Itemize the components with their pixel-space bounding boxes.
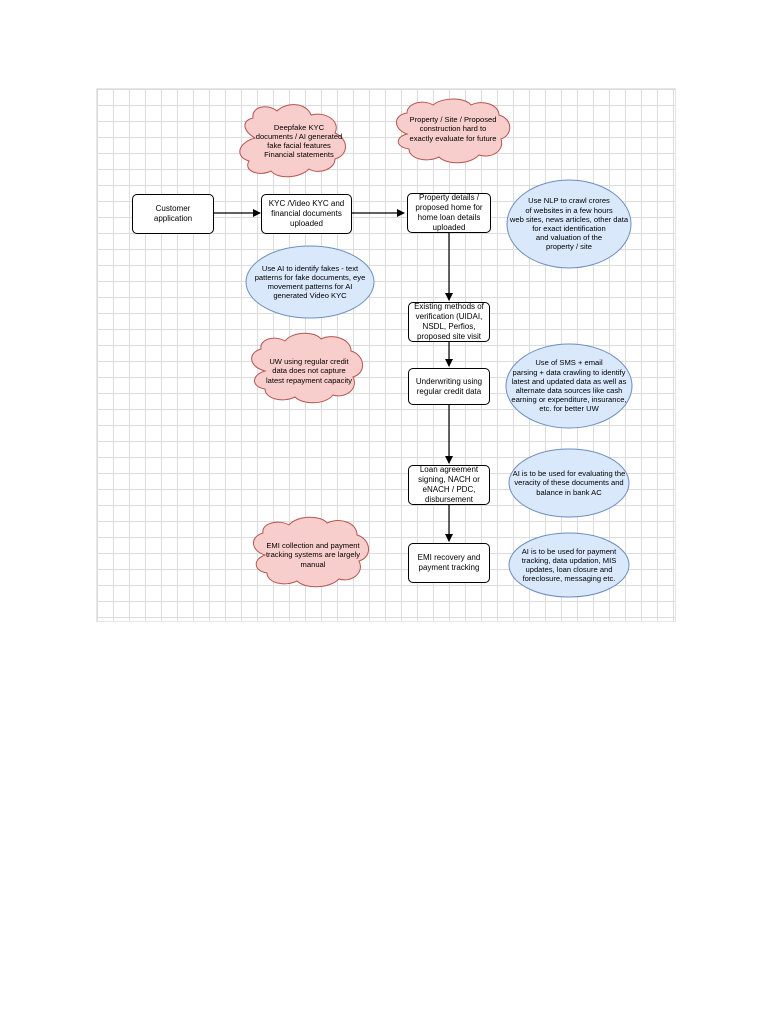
ellipse-sms-text: Use of SMS + email parsing + data crawling to identify latest and updated data as well as alternate data sources like cash earning or expenditure, insurance, etc. for better UW (511, 358, 627, 414)
cloud-emi-manual (253, 517, 368, 587)
node-loan-agreement: Loan agreement signing, NACH or eNACH / PDC, disbursement (408, 465, 490, 505)
diagram-shapes (97, 89, 675, 621)
cloud-uw-credit-text: UW using regular credit data does not capture latest repayment capacity (265, 357, 353, 385)
cloud-uw-credit (252, 333, 363, 403)
ellipse-sms (506, 344, 632, 428)
cloud-deepfake (240, 105, 346, 177)
cloud-property-site (397, 99, 510, 163)
cloud-emi-manual-text: EMI collection and payment tracking systems are largely manual (265, 541, 361, 569)
ellipse-ai-payment-text: AI is to be used for payment tracking, data updation, MIS updates, loan closure and foreclosure, messaging etc. (521, 546, 617, 584)
node-property-details: Property details / proposed home for home loan details uploaded (407, 193, 491, 233)
cloud-property-site-text: Property / Site / Proposed construction hard to exactly evaluate for future (409, 115, 497, 143)
node-underwriting: Underwriting using regular credit data (408, 368, 490, 405)
ellipse-ai-veracity-text: AI is to be used for evaluating the veracity of these documents and balance in bank AC (512, 469, 626, 497)
ellipse-ai-fakes-text: Use AI to identify fakes - text patterns for fake documents, eye movement patterns for AI generated Video KYC (254, 263, 366, 301)
node-existing-verification: Existing methods of verification (UIDAI, NSDL, Perfios, proposed site visit (408, 302, 490, 342)
ellipse-ai-fakes (246, 246, 374, 318)
ellipse-ai-veracity (509, 449, 629, 517)
node-customer-application: Customer application (132, 194, 214, 234)
diagram-canvas (96, 88, 676, 622)
ellipse-nlp-text: Use NLP to crawl crores of websites in a few hours web sites, news articles, other data for exact identification and valuation of the property / site (509, 196, 629, 252)
node-emi-recovery: EMI recovery and payment tracking (408, 543, 490, 583)
ellipse-ai-payment (509, 533, 629, 597)
cloud-deepfake-text: Deepfake KYC documents / AI generated fake facial features Financial statements (255, 122, 343, 160)
ellipse-nlp (507, 180, 631, 268)
node-kyc-upload: KYC /Video KYC and financial documents uploaded (261, 194, 352, 234)
